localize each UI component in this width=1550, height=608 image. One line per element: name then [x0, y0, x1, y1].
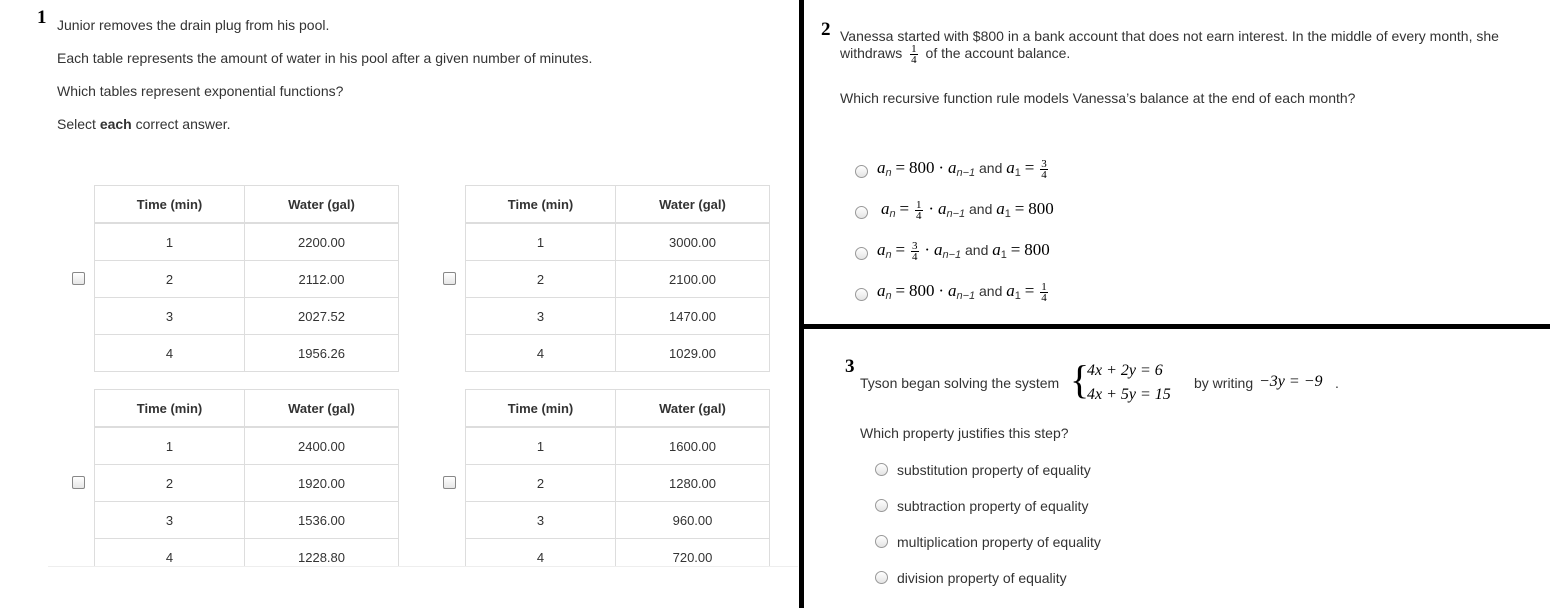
math-800: 800 [1028, 199, 1054, 218]
math-dot: · [924, 240, 931, 259]
water-cell: 1228.80 [245, 539, 399, 576]
word-and: and [979, 160, 1003, 176]
col-time-header: Time (min) [466, 390, 616, 428]
time-cell: 2 [466, 465, 616, 502]
table-row [466, 427, 770, 465]
sub-n: n [889, 208, 896, 220]
q3-option-a-radio[interactable] [875, 463, 888, 476]
col-time-header: Time (min) [95, 390, 245, 428]
frac-den: 4 [1041, 291, 1047, 304]
q3-option-a-label[interactable]: substitution property of equality [897, 462, 1091, 478]
water-cell: 2027.52 [245, 298, 399, 335]
water-cell: 1280.00 [616, 465, 770, 502]
sub-1: 1 [1004, 208, 1011, 220]
sub-n: n [885, 249, 892, 261]
water-cell: 3000.00 [616, 223, 770, 261]
q3-intro: Tyson began solving the system [860, 375, 1060, 391]
table-header-row [95, 186, 399, 224]
frac-num: 1 [916, 198, 922, 211]
table-a-checkbox[interactable] [72, 272, 85, 285]
one-quarter-fraction [1040, 282, 1048, 303]
math-a: a [1006, 158, 1015, 177]
q2-line-2 [840, 44, 1070, 65]
select-post: correct answer. [131, 116, 231, 132]
table-header-row [466, 390, 770, 428]
question-number-2: 2 [821, 19, 831, 40]
table-row [466, 298, 770, 335]
table-row [466, 335, 770, 372]
col-water-header: Water (gal) [245, 390, 399, 428]
math-800: 800 [909, 158, 935, 177]
q2-option-a-label[interactable] [877, 158, 1050, 180]
math-eq: = [1024, 281, 1035, 300]
time-cell: 3 [466, 502, 616, 539]
frac-den: 4 [911, 54, 917, 66]
math-a: a [1006, 281, 1015, 300]
table-row [95, 465, 399, 502]
time-cell: 4 [466, 539, 616, 576]
q2-question: Which recursive function rule models Vanessa’s balance at the end of each month? [840, 90, 1356, 106]
time-cell: 4 [95, 335, 245, 372]
col-time-header: Time (min) [95, 186, 245, 224]
q3-option-d-label[interactable]: division property of equality [897, 570, 1067, 586]
math-eq: = [1010, 240, 1021, 259]
q3-step-equation: −3y = −9 [1259, 373, 1323, 390]
q3-option-c-label[interactable]: multiplication property of equality [897, 534, 1101, 550]
water-cell: 2400.00 [245, 427, 399, 465]
math-a: a [881, 199, 890, 218]
frac-den: 4 [1041, 168, 1047, 181]
scroll-clip-cover [40, 567, 798, 608]
table-c-checkbox[interactable] [72, 476, 85, 489]
panel-bottom-border [48, 566, 798, 567]
q3-by-writing: by writing [1194, 375, 1254, 391]
table-row [466, 465, 770, 502]
time-cell: 2 [95, 465, 245, 502]
water-cell: 960.00 [616, 502, 770, 539]
water-cell: 2100.00 [616, 261, 770, 298]
q2-line-2-post: of the account balance. [925, 45, 1071, 62]
horizontal-divider [804, 324, 1550, 329]
three-quarter-fraction [911, 241, 919, 262]
word-and: and [969, 201, 993, 217]
sub-n: n [885, 290, 892, 302]
frac-den: 4 [912, 250, 918, 263]
data-table-a [94, 185, 399, 372]
table-row [466, 261, 770, 298]
time-cell: 4 [466, 335, 616, 372]
math-a: a [947, 158, 957, 177]
table-header-row [466, 186, 770, 224]
time-cell: 1 [466, 427, 616, 465]
math-eq: = [1014, 199, 1025, 218]
col-water-header: Water (gal) [616, 186, 770, 224]
sub-nm1: n−1 [956, 167, 976, 179]
math-a: a [996, 199, 1005, 218]
system-equation-1: 4x + 2y = 6 [1087, 362, 1163, 379]
sub-1: 1 [1014, 167, 1021, 179]
q1-line-1: Junior removes the drain plug from his pool. [57, 17, 330, 33]
frac-num: 3 [912, 239, 918, 252]
time-cell: 1 [466, 223, 616, 261]
sub-1: 1 [1000, 249, 1007, 261]
frac-num: 1 [1041, 280, 1047, 293]
time-cell: 2 [95, 261, 245, 298]
q1-line-3: Which tables represent exponential functions? [57, 83, 344, 99]
math-800: 800 [909, 281, 935, 300]
math-dot: · [928, 199, 935, 218]
col-water-header: Water (gal) [616, 390, 770, 428]
math-dot: · [938, 158, 945, 177]
water-cell: 1536.00 [245, 502, 399, 539]
table-row [466, 502, 770, 539]
vertical-divider [799, 0, 804, 608]
math-800: 800 [1024, 240, 1050, 259]
math-eq: = [899, 199, 910, 218]
time-cell: 3 [95, 502, 245, 539]
q3-option-d-radio[interactable] [875, 571, 888, 584]
math-a: a [877, 158, 886, 177]
q2-option-d-radio[interactable] [855, 288, 868, 301]
select-bold: each [99, 116, 132, 132]
time-cell: 1 [95, 223, 245, 261]
data-table-c [94, 389, 399, 576]
sub-n: n [885, 167, 892, 179]
math-a: a [947, 281, 957, 300]
water-cell: 1029.00 [616, 335, 770, 372]
table-row [95, 223, 399, 261]
q2-option-b-radio[interactable] [855, 206, 868, 219]
math-a: a [877, 281, 886, 300]
table-row [95, 298, 399, 335]
math-eq: = [1024, 158, 1035, 177]
q1-select-instruction [57, 116, 231, 132]
water-cell: 2200.00 [245, 223, 399, 261]
data-table-d [465, 389, 770, 576]
math-a: a [933, 240, 943, 259]
q3-period: . [1335, 375, 1339, 391]
time-cell: 3 [95, 298, 245, 335]
q2-option-d-label[interactable] [877, 281, 1050, 303]
table-row [95, 502, 399, 539]
math-eq: = [895, 240, 906, 259]
table-header-row [95, 390, 399, 428]
time-cell: 3 [466, 298, 616, 335]
question-number-3: 3 [845, 356, 855, 377]
math-eq: = [895, 281, 906, 300]
one-quarter-fraction [910, 44, 918, 65]
q2-option-c-radio[interactable] [855, 247, 868, 260]
time-cell: 4 [95, 539, 245, 576]
water-cell: 1920.00 [245, 465, 399, 502]
math-eq: = [895, 158, 906, 177]
q2-option-a-radio[interactable] [855, 165, 868, 178]
q2-line-2-pre: withdraws [840, 45, 903, 62]
q3-option-c-radio[interactable] [875, 535, 888, 548]
time-cell: 2 [466, 261, 616, 298]
math-a: a [992, 240, 1001, 259]
system-brace: { [1070, 357, 1090, 402]
table-row [466, 223, 770, 261]
frac-num: 1 [911, 43, 917, 55]
water-cell: 720.00 [616, 539, 770, 576]
sub-nm1: n−1 [946, 208, 966, 220]
word-and: and [965, 242, 989, 258]
frac-den: 4 [916, 209, 922, 222]
math-a: a [937, 199, 947, 218]
q1-line-2: Each table represents the amount of water in his pool after a given number of minutes. [57, 50, 593, 66]
q3-question: Which property justifies this step? [860, 425, 1069, 441]
water-cell: 1600.00 [616, 427, 770, 465]
select-pre: Select [57, 116, 100, 132]
water-cell: 2112.00 [245, 261, 399, 298]
sub-1: 1 [1014, 290, 1021, 302]
q3-option-b-label[interactable]: subtraction property of equality [897, 498, 1089, 514]
col-time-header: Time (min) [466, 186, 616, 224]
table-row [95, 261, 399, 298]
table-b-checkbox[interactable] [443, 272, 456, 285]
water-cell: 1470.00 [616, 298, 770, 335]
question-number-1: 1 [37, 7, 47, 28]
q3-option-b-radio[interactable] [875, 499, 888, 512]
water-cell: 1956.26 [245, 335, 399, 372]
word-and: and [979, 283, 1003, 299]
q2-line-1: Vanessa started with $800 in a bank account that does not earn interest. In the middle of every month, she [840, 28, 1499, 44]
q2-option-c-label[interactable] [877, 240, 1050, 262]
sub-nm1: n−1 [942, 249, 962, 261]
sub-nm1: n−1 [956, 290, 976, 302]
table-row [95, 335, 399, 372]
table-d-checkbox[interactable] [443, 476, 456, 489]
col-water-header: Water (gal) [245, 186, 399, 224]
time-cell: 1 [95, 427, 245, 465]
table-row [95, 427, 399, 465]
q2-option-b-label[interactable] [881, 199, 1054, 221]
math-dot: · [938, 281, 945, 300]
three-quarter-fraction [1040, 159, 1048, 180]
math-a: a [877, 240, 886, 259]
one-quarter-fraction [915, 200, 923, 221]
frac-num: 3 [1041, 157, 1047, 170]
system-equation-2: 4x + 5y = 15 [1087, 386, 1171, 403]
data-table-b [465, 185, 770, 372]
